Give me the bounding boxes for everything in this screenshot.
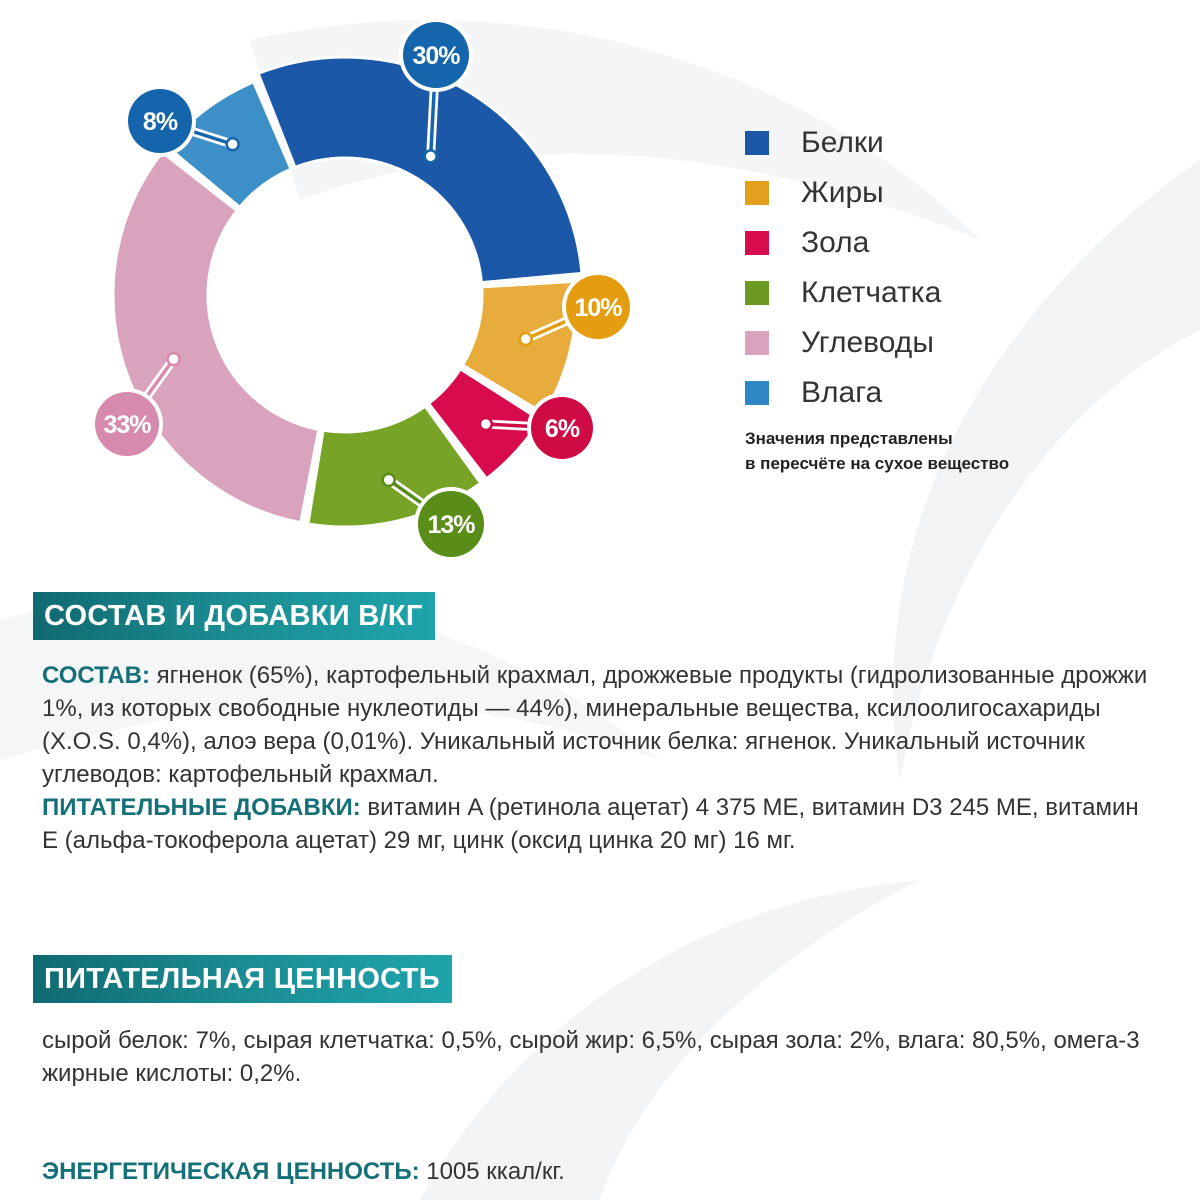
composition-paragraph xyxy=(42,659,1152,791)
donut-slice-uglevody xyxy=(113,152,319,523)
legend-item-belki xyxy=(745,118,941,168)
callout-dot xyxy=(168,353,180,365)
callout-dot xyxy=(383,474,395,486)
callout-dot xyxy=(480,418,492,430)
legend-swatch xyxy=(745,331,769,355)
section-header-nutrition: ПИТАТЕЛЬНАЯ ЦЕННОСТЬ xyxy=(33,955,452,1003)
legend-swatch xyxy=(745,181,769,205)
donut-slice-belki xyxy=(258,57,582,283)
chart-note xyxy=(745,426,1009,476)
energy-label: ЭНЕРГЕТИЧЕСКАЯ ЦЕННОСТЬ: xyxy=(42,1158,420,1185)
donut-chart xyxy=(0,0,1200,590)
legend-item-zhiry xyxy=(745,168,941,218)
energy-block xyxy=(42,1155,1152,1188)
chart-legend xyxy=(745,118,941,418)
composition-label: СОСТАВ: xyxy=(42,662,150,689)
additives-label: ПИТАТЕЛЬНЫЕ ДОБАВКИ: xyxy=(42,794,361,821)
legend-item-zola xyxy=(745,218,941,268)
legend-label: Углеводы xyxy=(801,326,934,359)
legend-swatch xyxy=(745,381,769,405)
nutrition-block xyxy=(42,1024,1152,1090)
data-label-kletchatka: 13% xyxy=(427,511,475,539)
legend-label: Белки xyxy=(801,126,884,159)
chart-note-line: в пересчёте на сухое вещество xyxy=(745,454,1010,473)
section-header-composition: СОСТАВ И ДОБАВКИ В/КГ xyxy=(33,592,435,640)
composition-block xyxy=(42,659,1152,857)
legend-swatch xyxy=(745,231,769,255)
additives-paragraph xyxy=(42,791,1152,857)
additives-text: витамин A (ретинола ацетат) 4 375 МЕ, витамин D3 245 МЕ, витамин E (альфа-токоферола ацетат) 29 мг, цинк (оксид цинка 20 мг) 16 мг. xyxy=(42,794,1139,854)
legend-label: Зола xyxy=(801,226,870,259)
energy-paragraph xyxy=(42,1155,1152,1188)
callout-dot xyxy=(520,333,532,345)
nutrition-paragraph: сырой белок: 7%, сырая клетчатка: 0,5%, сырой жир: 6,5%, сырая зола: 2%, влага: 80,5%, омега-3 жирные кислоты: 0,2%. xyxy=(42,1027,1140,1087)
chart-note-line: Значения представлены xyxy=(745,429,953,448)
legend-item-vlaga xyxy=(745,368,941,418)
legend-item-kletchatka xyxy=(745,268,941,318)
legend-swatch xyxy=(745,281,769,305)
composition-text: ягненок (65%), картофельный крахмал, дрожжевые продукты (гидролизованные дрожжи 1%, из которых свободные нуклеотиды — 44%), минеральные вещества, ксилоолигосахариды (X.O.S. 0,4%), алоэ вера (0,01%). Уникальный источник белка: ягненок. Уникальный источник углеводов: картофельный крахмал. xyxy=(42,662,1148,788)
data-label-uglevody: 33% xyxy=(103,411,151,439)
data-label-vlaga: 8% xyxy=(142,108,178,136)
legend-item-uglevody xyxy=(745,318,941,368)
energy-text: 1005 ккал/кг. xyxy=(419,1158,565,1185)
callout-dot xyxy=(227,138,239,150)
legend-label: Клетчатка xyxy=(801,276,942,309)
legend-label: Влага xyxy=(801,376,883,409)
data-label-zhiry: 10% xyxy=(574,294,622,322)
legend-label: Жиры xyxy=(801,176,884,209)
data-label-belki: 30% xyxy=(412,42,460,70)
data-label-zola: 6% xyxy=(544,415,580,443)
callout-dot xyxy=(425,150,437,162)
legend-swatch xyxy=(745,131,769,155)
